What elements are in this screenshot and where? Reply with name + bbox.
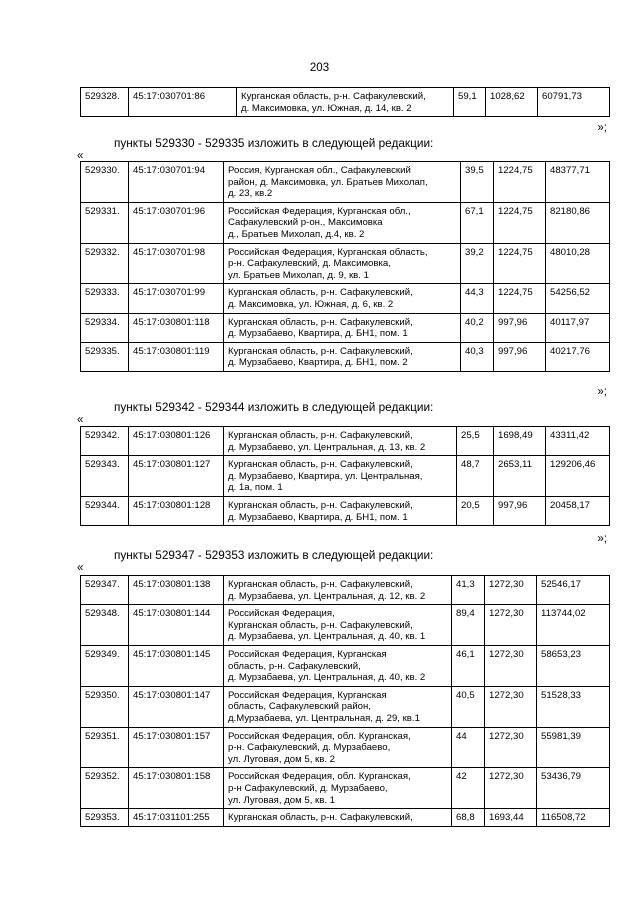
- total-value-cell: 51528,33: [537, 686, 610, 727]
- table-row: [81, 427, 610, 456]
- unit-price-cell: 1272,30: [485, 727, 537, 768]
- address-line: д. 1а, пом. 1: [228, 482, 283, 494]
- total-value-cell: 58653,23: [537, 645, 610, 686]
- item-number-cell: 529351.: [81, 727, 129, 768]
- address-line: ул. Братьев Михолап, д. 9, кв. 1: [228, 269, 369, 281]
- cadastral-number-cell: 45:17:030701:98: [129, 243, 224, 284]
- address-cell: [224, 427, 457, 456]
- registry-table-1: [80, 87, 610, 117]
- table-row: [81, 645, 610, 686]
- address-line: Российская Федерация, обл. Курганская,: [228, 730, 411, 742]
- unit-price-cell: 1272,30: [485, 576, 537, 605]
- total-value-cell: 54256,52: [546, 284, 610, 313]
- registry-table-4: [80, 575, 610, 827]
- address-line: Курганская область, р-н. Сафакулевский,: [241, 91, 426, 102]
- page-number: 203: [309, 62, 330, 74]
- item-number-cell: 529332.: [81, 243, 129, 284]
- address-cell: [224, 768, 452, 809]
- address-cell: [224, 576, 452, 605]
- table-row: [81, 313, 610, 342]
- table-row: [81, 686, 610, 727]
- cadastral-number-cell: 45:17:030701:96: [129, 202, 224, 243]
- area-cell: 48,7: [457, 456, 494, 497]
- address-line: д. 23, кв.2: [228, 188, 273, 200]
- address-line: д.Мурзабаева, ул. Центральная, д. 29, кв.1: [228, 712, 420, 724]
- item-number-cell: 529348.: [81, 605, 129, 646]
- registry-table-2: [80, 161, 610, 372]
- address-cell: [224, 727, 452, 768]
- area-cell: 40,3: [461, 342, 494, 371]
- cadastral-number-cell: 45:17:030701:86: [129, 88, 237, 117]
- area-cell: 40,2: [461, 313, 494, 342]
- address-line: Российская Федерация, обл. Курганская,: [228, 771, 411, 783]
- table-row: [81, 576, 610, 605]
- cadastral-number-cell: 45:17:030801:126: [129, 427, 224, 456]
- table-row: [81, 284, 610, 313]
- address-line: Курганская область, р-н. Сафакулевский,: [228, 459, 413, 471]
- table-row: [81, 456, 610, 497]
- item-number-cell: 529349.: [81, 645, 129, 686]
- area-cell: 59,1: [454, 88, 486, 117]
- address-cell: [224, 243, 461, 284]
- item-number-cell: 529344.: [81, 496, 129, 525]
- unit-price-cell: 1272,30: [485, 645, 537, 686]
- area-cell: 44: [452, 727, 485, 768]
- cadastral-number-cell: 45:17:030801:147: [129, 686, 224, 727]
- address-line: д. Максимовка, ул. Южная, д. 14, кв. 2: [241, 102, 412, 114]
- address-cell: [224, 496, 457, 525]
- total-value-cell: 48377,71: [546, 162, 610, 203]
- address-line: Курганская область, р-н. Сафакулевский,: [228, 345, 413, 357]
- address-line: ул. Луговая, дом 5, кв. 2: [228, 753, 336, 765]
- address-line: Российская Федерация,: [228, 608, 335, 620]
- address-line: д., Братьев Михолап, д.4, кв. 2: [228, 228, 365, 240]
- item-number-cell: 529333.: [81, 284, 129, 313]
- address-cell: [237, 88, 454, 117]
- unit-price-cell: 1693,44: [485, 809, 537, 827]
- unit-price-cell: 997,96: [494, 496, 546, 525]
- address-line: Российская Федерация, Курганская обл.,: [228, 205, 411, 217]
- unit-price-cell: 1272,30: [485, 605, 537, 646]
- address-line: Курганская область, р-н. Сафакулевский,: [228, 499, 413, 511]
- area-cell: 67,1: [461, 202, 494, 243]
- address-line: р-н. Сафакулевский, д. Максимовка,: [228, 258, 391, 270]
- item-number-cell: 529343.: [81, 456, 129, 497]
- address-line: д. Мурзабаево, Квартира, д. БН1, пом. 1: [228, 328, 408, 340]
- address-line: область, Сафакулевский район,: [228, 701, 371, 713]
- unit-price-cell: 997,96: [494, 313, 546, 342]
- address-line: ул. Луговая, дом 5, кв. 1: [228, 794, 336, 806]
- area-cell: 68,8: [452, 809, 485, 827]
- cadastral-number-cell: 45:17:030801:128: [129, 496, 224, 525]
- cadastral-number-cell: 45:17:030801:127: [129, 456, 224, 497]
- unit-price-cell: 997,96: [494, 342, 546, 371]
- item-number-cell: 529328.: [81, 88, 129, 117]
- area-cell: 25,5: [457, 427, 494, 456]
- address-cell: [224, 686, 452, 727]
- total-value-cell: 82180,86: [546, 202, 610, 243]
- item-number-cell: 529347.: [81, 576, 129, 605]
- cadastral-number-cell: 45:17:030801:118: [129, 313, 224, 342]
- unit-price-cell: 1224,75: [494, 162, 546, 203]
- item-number-cell: 529330.: [81, 162, 129, 203]
- table-row: [81, 162, 610, 203]
- address-line: д. Мурзабаево, Квартира, д. БН1, пом. 1: [228, 511, 408, 523]
- section-heading-3: пункты 529347 - 529353 изложить в следующей редакции:: [114, 548, 434, 562]
- table-row: [81, 496, 610, 525]
- unit-price-cell: 1224,75: [494, 202, 546, 243]
- total-value-cell: 20458,17: [546, 496, 610, 525]
- address-line: Курганская область, р-н. Сафакулевский,: [228, 619, 413, 631]
- area-cell: 89,4: [452, 605, 485, 646]
- table-row: [81, 202, 610, 243]
- total-value-cell: 55981,39: [537, 727, 610, 768]
- total-value-cell: 116508,72: [537, 809, 610, 827]
- cadastral-number-cell: 45:17:031101:255: [129, 809, 224, 827]
- address-line: Сафакулевский р-он., Максимовка: [228, 217, 383, 229]
- cadastral-number-cell: 45:17:030801:119: [129, 342, 224, 371]
- address-line: д. Мурзабаево, ул. Центральная, д. 13, кв. 2: [228, 441, 426, 453]
- address-cell: [224, 162, 461, 203]
- address-cell: [224, 605, 452, 646]
- area-cell: 39,2: [461, 243, 494, 284]
- table-row: [81, 342, 610, 371]
- address-line: Курганская область, р-н. Сафакулевский,: [228, 316, 413, 328]
- address-line: д. Мурзабаева, ул. Центральная, д. 40, кв. 1: [228, 631, 426, 643]
- address-line: Курганская область, р-н. Сафакулевский,: [228, 430, 413, 441]
- address-cell: [224, 202, 461, 243]
- cadastral-number-cell: 45:17:030801:157: [129, 727, 224, 768]
- address-line: район, д. Максимовка, ул. Братьев Михолап,: [228, 176, 428, 188]
- address-line: Курганская область, р-н. Сафакулевский,: [228, 287, 413, 299]
- total-value-cell: 53436,79: [537, 768, 610, 809]
- registry-table-3: [80, 426, 610, 526]
- table-row: [81, 727, 610, 768]
- unit-price-cell: 1698,49: [494, 427, 546, 456]
- item-number-cell: 529342.: [81, 427, 129, 456]
- address-cell: [224, 645, 452, 686]
- table-row: [81, 88, 610, 117]
- area-cell: 41,3: [452, 576, 485, 605]
- item-number-cell: 529353.: [81, 809, 129, 827]
- area-cell: 44,3: [461, 284, 494, 313]
- address-line: Курганская область, р-н. Сафакулевский,: [228, 812, 413, 824]
- address-line: д. Мурзабаево, Квартира, ул. Центральная,: [228, 470, 423, 482]
- total-value-cell: 48010,28: [546, 243, 610, 284]
- unit-price-cell: 1224,75: [494, 243, 546, 284]
- unit-price-cell: 1028,62: [486, 88, 538, 117]
- opening-quote-3: «: [77, 562, 84, 574]
- table-row: [81, 768, 610, 809]
- address-line: д. Мурзабаево, Квартира, д. БН1, пом. 2: [228, 357, 408, 369]
- area-cell: 40,5: [452, 686, 485, 727]
- area-cell: 39,5: [461, 162, 494, 203]
- address-line: д. Максимовка, ул. Южная, д. 6, кв. 2: [228, 298, 394, 310]
- item-number-cell: 529350.: [81, 686, 129, 727]
- address-line: Российская Федерация, Курганская область,: [228, 246, 428, 258]
- total-value-cell: 40217,76: [546, 342, 610, 371]
- total-value-cell: 113744,02: [537, 605, 610, 646]
- closing-quote-3: »;: [597, 533, 607, 545]
- address-line: Курганская область, р-н. Сафакулевский,: [228, 579, 413, 590]
- unit-price-cell: 1224,75: [494, 284, 546, 313]
- address-line: область, р-н. Сафакулевский,: [228, 660, 361, 672]
- total-value-cell: 40117,97: [546, 313, 610, 342]
- cadastral-number-cell: 45:17:030701:94: [129, 162, 224, 203]
- address-line: д. Мурзабаева, ул. Центральная, д. 40, кв. 2: [228, 672, 426, 684]
- closing-quote-2: »;: [597, 386, 607, 398]
- total-value-cell: 43311,42: [546, 427, 610, 456]
- address-line: д. Мурзабаева, ул. Центральная, д. 12, кв. 2: [228, 590, 426, 602]
- item-number-cell: 529335.: [81, 342, 129, 371]
- section-heading-2: пункты 529342 - 529344 изложить в следующей редакции:: [114, 400, 434, 414]
- cadastral-number-cell: 45:17:030801:138: [129, 576, 224, 605]
- cadastral-number-cell: 45:17:030801:145: [129, 645, 224, 686]
- table-row: [81, 243, 610, 284]
- unit-price-cell: 1272,30: [485, 768, 537, 809]
- total-value-cell: 52546,17: [537, 576, 610, 605]
- item-number-cell: 529331.: [81, 202, 129, 243]
- table-row: [81, 605, 610, 646]
- cadastral-number-cell: 45:17:030801:158: [129, 768, 224, 809]
- opening-quote-1: «: [77, 150, 84, 162]
- item-number-cell: 529334.: [81, 313, 129, 342]
- address-line: р-н Сафакулевский, д. Мурзабаево,: [228, 782, 388, 794]
- unit-price-cell: 1272,30: [485, 686, 537, 727]
- section-heading-1: пункты 529330 - 529335 изложить в следующей редакции:: [114, 136, 434, 150]
- address-line: р-н. Сафакулевский, д. Мурзабаево,: [228, 742, 391, 754]
- closing-quote-1: »;: [597, 122, 607, 134]
- address-line: Россия, Курганская обл., Сафакулевский: [228, 165, 411, 176]
- cadastral-number-cell: 45:17:030701:99: [129, 284, 224, 313]
- table-row: [81, 809, 610, 827]
- address-cell: [224, 342, 461, 371]
- cadastral-number-cell: 45:17:030801:144: [129, 605, 224, 646]
- address-line: Российская Федерация, Курганская: [228, 689, 387, 701]
- total-value-cell: 60791,73: [538, 88, 610, 117]
- address-cell: [224, 313, 461, 342]
- area-cell: 20,5: [457, 496, 494, 525]
- address-line: Российская Федерация, Курганская: [228, 648, 387, 660]
- address-cell: [224, 809, 452, 827]
- total-value-cell: 129206,46: [546, 456, 610, 497]
- address-cell: [224, 284, 461, 313]
- opening-quote-2: «: [77, 414, 84, 426]
- item-number-cell: 529352.: [81, 768, 129, 809]
- area-cell: 42: [452, 768, 485, 809]
- address-cell: [224, 456, 457, 497]
- unit-price-cell: 2653,11: [494, 456, 546, 497]
- area-cell: 46,1: [452, 645, 485, 686]
